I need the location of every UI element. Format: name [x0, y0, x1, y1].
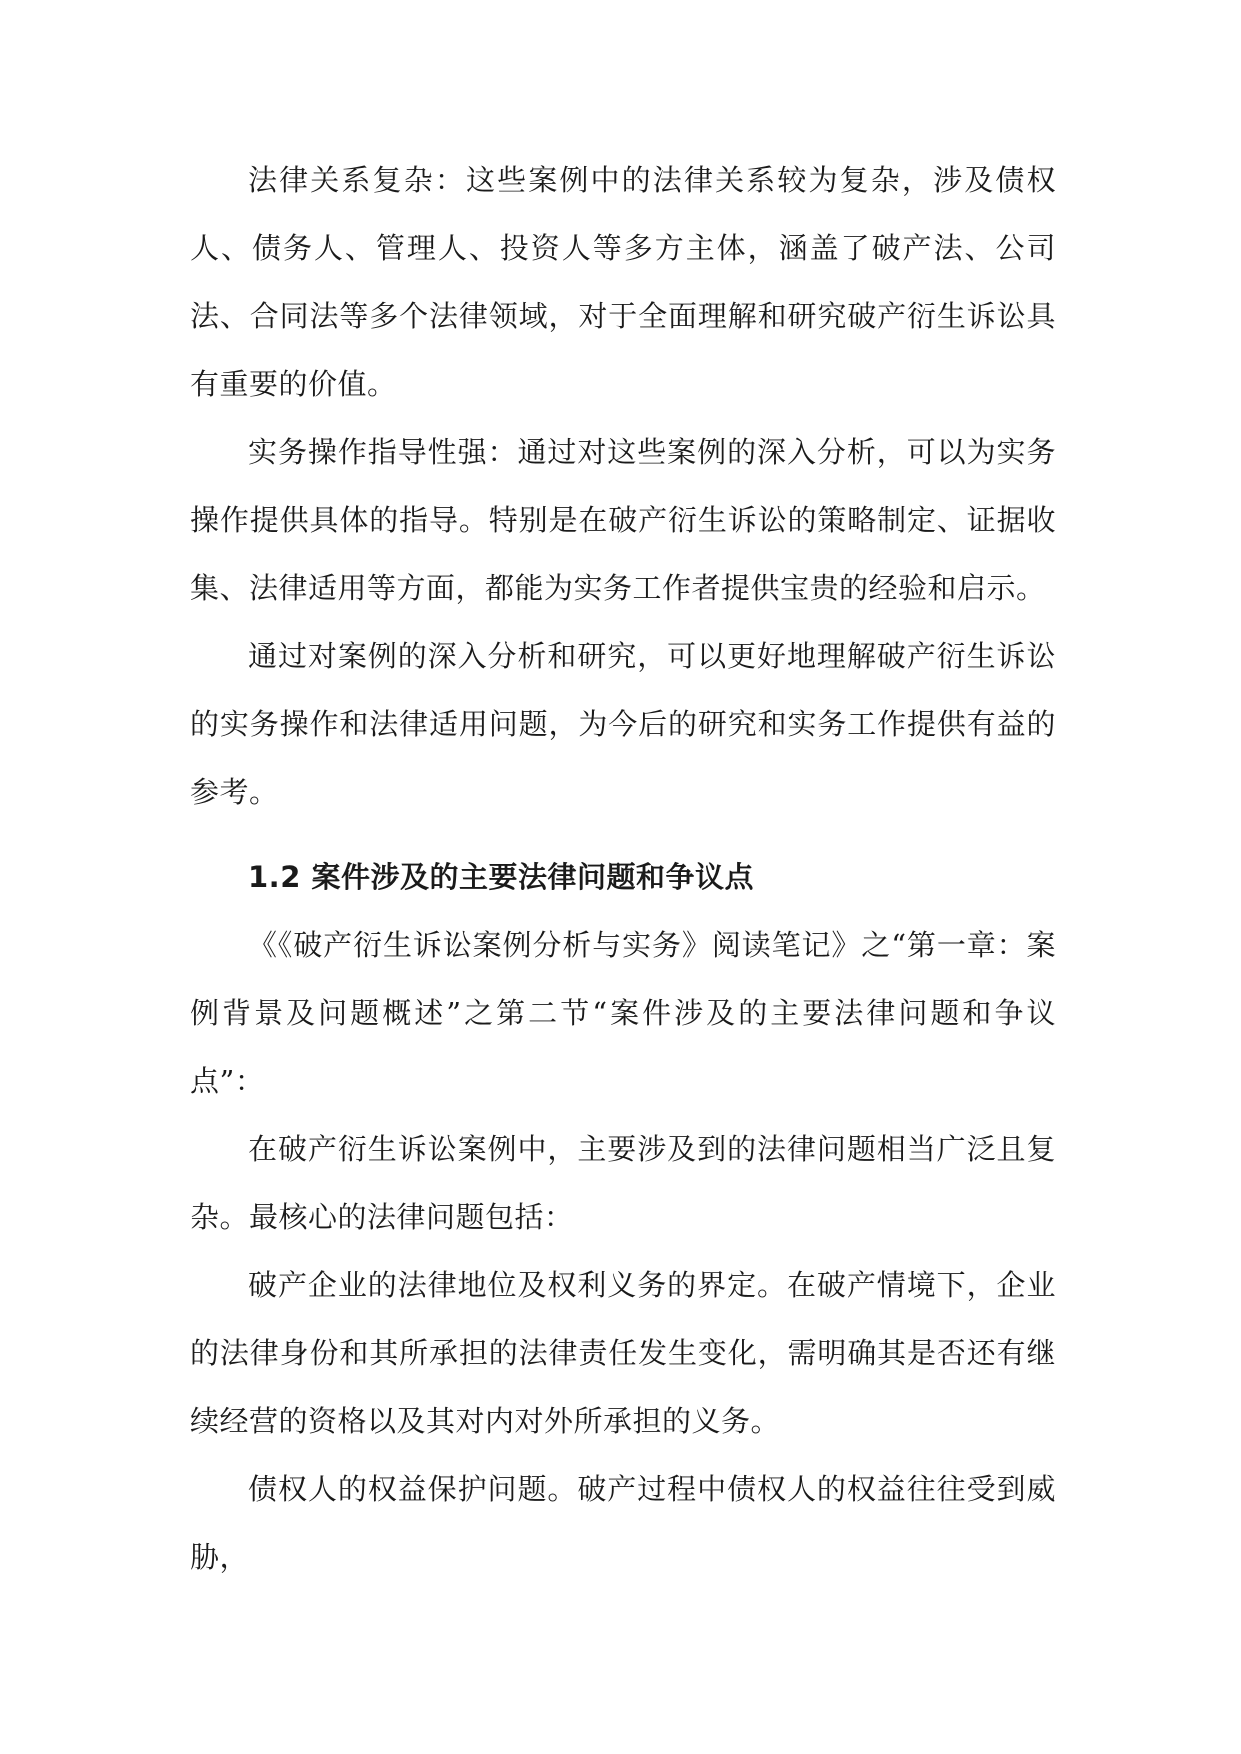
paragraph-practical-guidance: 实务操作指导性强：通过对这些案例的深入分析，可以为实务操作提供具体的指导。特别是在破产衍生诉讼的策略制定、证据收集、法律适用等方面，都能为实务工作者提供宝贵的经验和启示。	[190, 435, 1056, 605]
paragraph-analysis-summary: 通过对案例的深入分析和研究，可以更好地理解破产衍生诉讼的实务操作和法律适用问题，为今后的研究和实务工作提供有益的参考。	[190, 639, 1056, 809]
document-body	[190, 146, 1056, 1591]
paragraph-bankrupt-enterprise-status: 破产企业的法律地位及权利义务的界定。在破产情境下，企业的法律身份和其所承担的法律责任发生变化，需明确其是否还有继续经营的资格以及其对内对外所承担的义务。	[190, 1268, 1056, 1438]
section-heading: 1.2 案件涉及的主要法律问题和争议点	[248, 860, 754, 894]
paragraph-legal-complexity: 法律关系复杂：这些案例中的法律关系较为复杂，涉及债权人、债务人、管理人、投资人等多方主体，涵盖了破产法、公司法、合同法等多个法律领域，对于全面理解和研究破产衍生诉讼具有重要的价值。	[190, 163, 1056, 401]
paragraph-core-issues: 在破产衍生诉讼案例中，主要涉及到的法律问题相当广泛且复杂。最核心的法律问题包括：	[190, 1132, 1056, 1234]
paragraph-reading-note-intro: 《《破产衍生诉讼案例分析与实务》阅读笔记》之“第一章：案例背景及问题概述”之第二节“案件涉及的主要法律问题和争议点”：	[190, 928, 1056, 1098]
paragraph-creditor-protection: 债权人的权益保护问题。破产过程中债权人的权益往往受到威胁，	[190, 1472, 1056, 1574]
